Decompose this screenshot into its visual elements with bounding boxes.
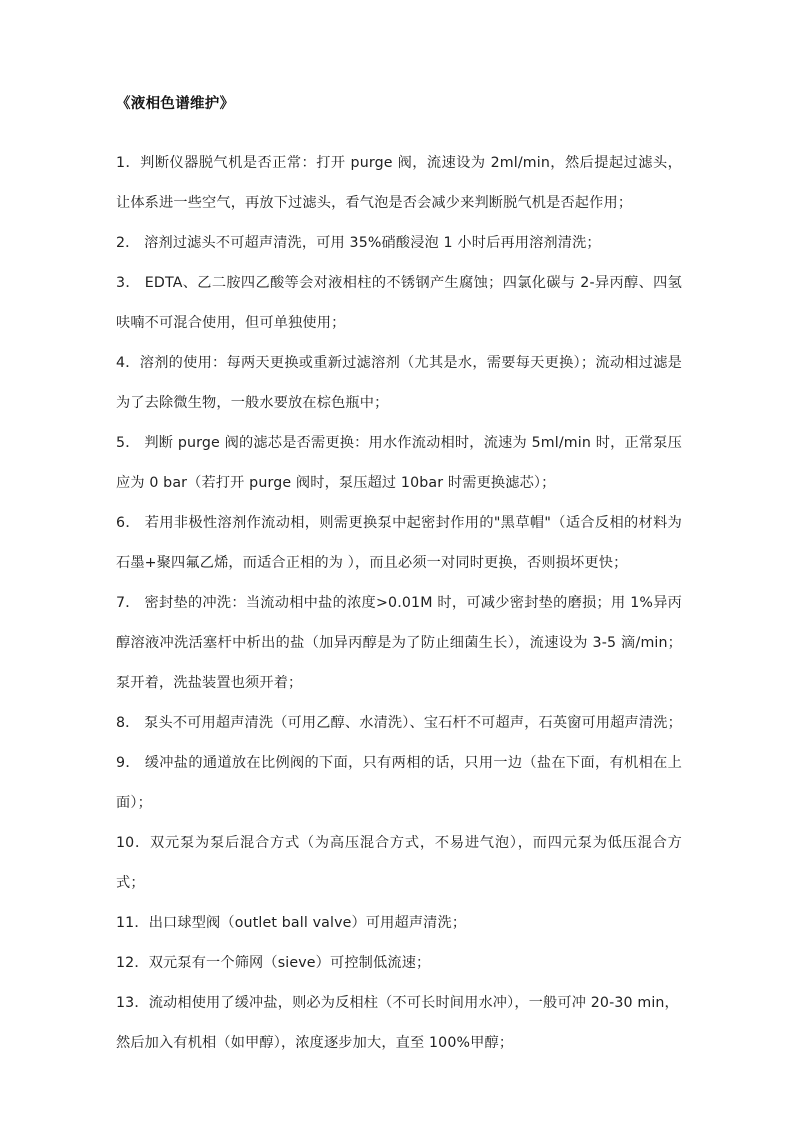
list-item: 1．判断仪器脱气机是否正常：打开 purge 阀，流速设为 2ml/min，然后提起过滤头，让体系进一些空气，再放下过滤头，看气泡是否会减少来判断脱气机是否起作用； xyxy=(116,155,682,212)
list-item: 4．溶剂的使用：每两天更换或重新过滤溶剂（尤其是水，需要每天更换）；流动相过滤是为了去除微生物，一般水要放在棕色瓶中； xyxy=(116,355,682,412)
list-item: 7． 密封垫的冲洗：当流动相中盐的浓度>0.01M 时，可减少密封垫的磨损；用 1%异丙醇溶液冲洗活塞杆中析出的盐（加异丙醇是为了防止细菌生长），流速设为 3-5 滴/min；泵开着，洗盐装置也须开着； xyxy=(116,595,682,692)
document-title: 《液相色谱维护》 xyxy=(116,96,235,112)
list-item: 8． 泵头不可用超声清洗（可用乙醇、水清洗）、宝石杆不可超声，石英窗可用超声清洗； xyxy=(116,715,682,732)
list-item: 6． 若用非极性溶剂作流动相，则需更换泵中起密封作用的"黑草帽"（适合反相的材料为石墨+聚四氟乙烯，而适合正相的为 ），而且必须一对同时更换，否则损坏更快； xyxy=(116,515,682,572)
list-item: 10．双元泵为泵后混合方式（为高压混合方式，不易进气泡），而四元泵为低压混合方式； xyxy=(116,835,682,892)
list-item: 13．流动相使用了缓冲盐，则必为反相柱（不可长时间用水冲），一般可冲 20-30 min，然后加入有机相（如甲醇），浓度逐步加大，直至 100%甲醇； xyxy=(116,995,679,1052)
list-item: 2． 溶剂过滤头不可超声清洗，可用 35%硝酸浸泡 1 小时后再用溶剂清洗； xyxy=(116,235,601,252)
document-body xyxy=(116,96,682,1063)
list-item: 11．出口球型阀（outlet ball valve）可用超声清洗； xyxy=(116,915,467,932)
list-item: 5． 判断 purge 阀的滤芯是否需更换：用水作流动相时，流速为 5ml/min 时，正常泵压应为 0 bar（若打开 purge 阀时，泵压超过 10bar 时需更换滤芯）； xyxy=(116,435,682,492)
list-item: 9． 缓冲盐的通道放在比例阀的下面，只有两相的话，只用一边（盐在下面，有机相在上面）； xyxy=(116,755,682,812)
list-item: 3． EDTA、乙二胺四乙酸等会对液相柱的不锈钢产生腐蚀；四氯化碳与 2-异丙醇、四氢呋喃不可混合使用，但可单独使用； xyxy=(116,275,682,332)
list-item: 12．双元泵有一个筛网（sieve）可控制低流速； xyxy=(116,955,431,972)
